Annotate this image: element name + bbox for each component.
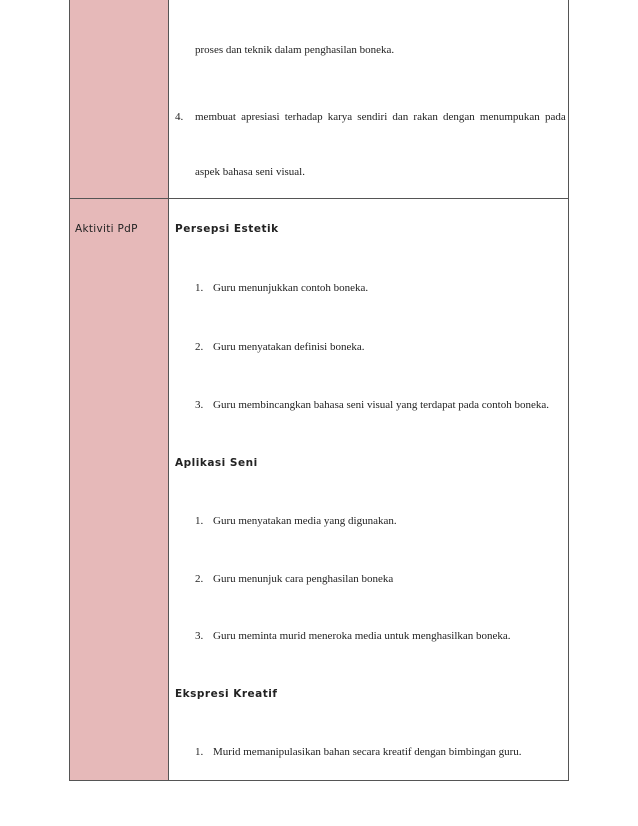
objective-item-continuation: aspek bahasa seni visual. bbox=[195, 166, 305, 178]
objective-item-text: membuat apresiasi terhadap karya sendiri dan rakan dengan menumpukan pada bbox=[195, 111, 566, 123]
list-item: Guru membincangkan bahasa seni visual yang terdapat pada contoh boneka. bbox=[213, 399, 549, 411]
list-item-number: 2. bbox=[195, 573, 204, 585]
section-heading-persepsi-estetik: Persepsi Estetik bbox=[175, 223, 279, 235]
table-bottom-border bbox=[69, 780, 569, 781]
list-item: Guru menunjuk cara penghasilan boneka bbox=[213, 573, 394, 585]
list-item: Guru menyatakan definisi boneka. bbox=[213, 341, 365, 353]
activity-label: Aktiviti PdP bbox=[75, 223, 138, 235]
list-item-number: 1. bbox=[195, 746, 204, 758]
list-item: Guru meminta murid meneroka media untuk menghasilkan boneka. bbox=[213, 630, 511, 642]
list-item-number: 1. bbox=[195, 282, 204, 294]
list-item-number: 3. bbox=[195, 630, 204, 642]
right-column-border bbox=[568, 0, 569, 781]
list-item: Guru menunjukkan contoh boneka. bbox=[213, 282, 369, 294]
list-item: Murid memanipulasikan bahan secara kreatif dengan bimbingan guru. bbox=[213, 746, 522, 758]
list-item-number: 3. bbox=[195, 399, 204, 411]
section-heading-aplikasi-seni: Aplikasi Seni bbox=[175, 457, 258, 469]
list-item: Guru menyatakan media yang digunakan. bbox=[213, 515, 397, 527]
objective-continuation-text: proses dan teknik dalam penghasilan boneka. bbox=[195, 44, 395, 56]
objective-item-number: 4. bbox=[175, 111, 184, 123]
section-heading-ekspresi-kreatif: Ekspresi Kreatif bbox=[175, 688, 278, 700]
lesson-plan-table bbox=[69, 0, 569, 781]
list-item-number: 2. bbox=[195, 341, 204, 353]
row-divider bbox=[69, 198, 569, 199]
list-item-number: 1. bbox=[195, 515, 204, 527]
left-column-cell bbox=[69, 0, 169, 781]
